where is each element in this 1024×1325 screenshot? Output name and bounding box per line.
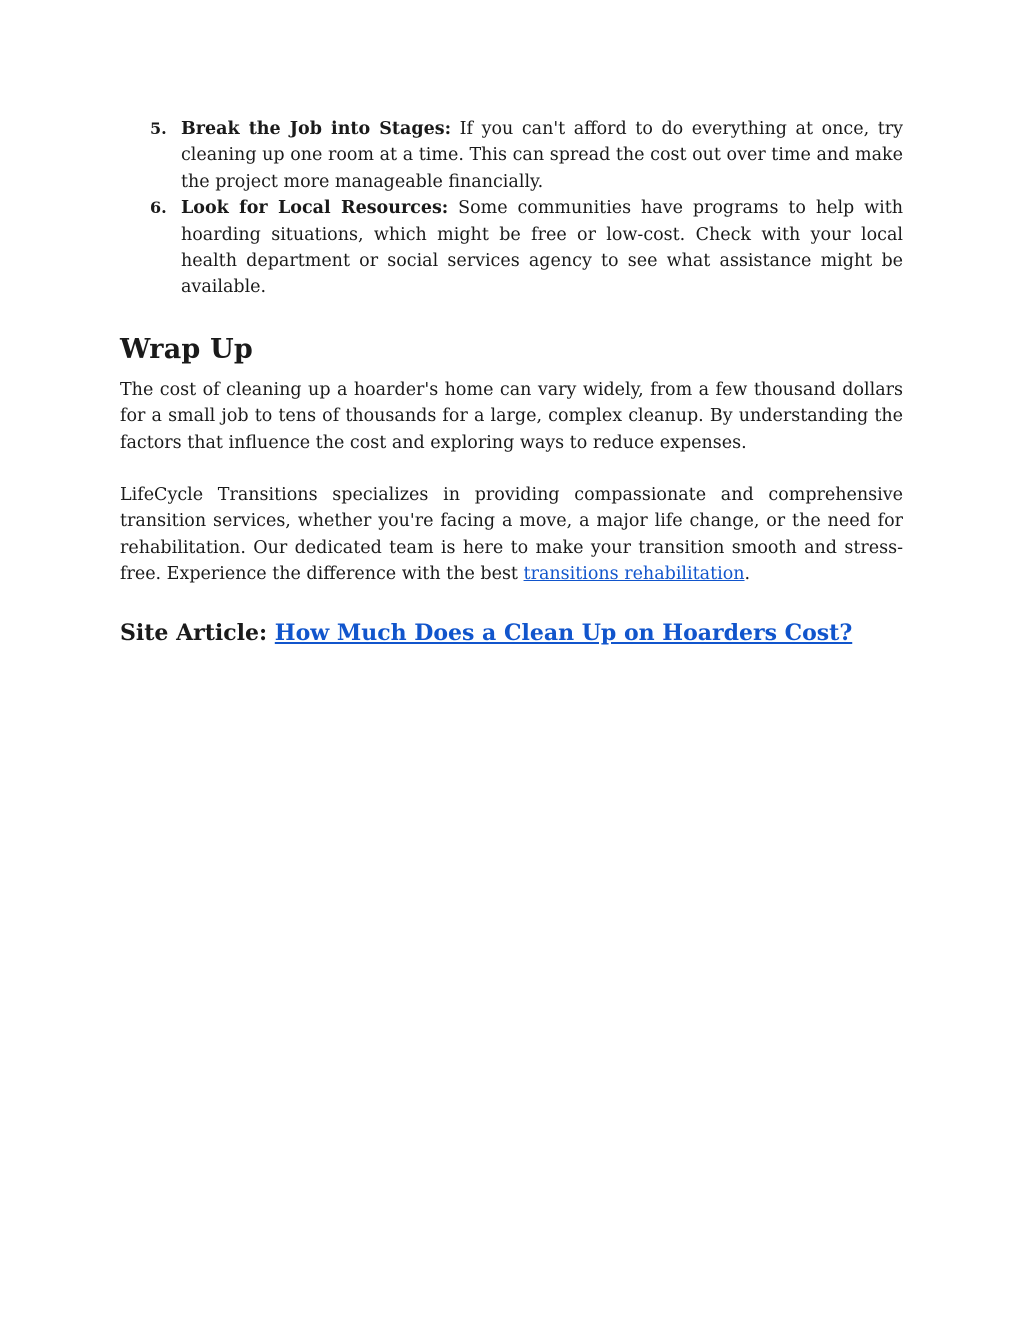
wrap-up-heading: Wrap Up bbox=[120, 333, 253, 365]
list-text: If you can't afford to do everything at once, try cleaning up one room at a time. This can spread the cost out over time and make the project more manageable financially. bbox=[181, 119, 903, 192]
list-number: 5. bbox=[150, 119, 167, 138]
site-article-label: Site Article: bbox=[120, 619, 268, 646]
transitions-rehabilitation-link[interactable]: transitions rehabilitation bbox=[523, 564, 745, 585]
list-item bbox=[120, 195, 903, 301]
company-paragraph-text: LifeCycle Transitions specializes in providing compassionate and comprehensive transition services, whether you're facing a move, a major life change, or the need for rehabilitation. Our dedicated team is here to make your transition smooth and stress-free. Experience the difference with the best bbox=[120, 485, 903, 585]
list-number: 6. bbox=[150, 198, 167, 218]
site-article-link[interactable]: How Much Does a Clean Up on Hoarders Cost? bbox=[274, 619, 853, 646]
list-text: Some communities have programs to help with hoarding situations, which might be free or low-cost. Check with your local health department or social services agency to see what assistance might be available. bbox=[181, 198, 903, 298]
list-term: Look for Local Resources: bbox=[181, 198, 449, 219]
numbered-list bbox=[120, 116, 903, 301]
site-article-line bbox=[120, 618, 903, 648]
list-item bbox=[120, 116, 903, 195]
company-paragraph-end: . bbox=[744, 564, 751, 585]
list-term: Break the Job into Stages: bbox=[181, 119, 452, 139]
wrap-up-paragraph: The cost of cleaning up a hoarder's home can vary widely, from a few thousand dollars for a small job to tens of thousands for a large, complex cleanup. By understanding the factors that influence the cost and exploring ways to reduce expenses. bbox=[120, 379, 903, 453]
document-page bbox=[120, 116, 903, 648]
company-paragraph bbox=[120, 482, 903, 588]
